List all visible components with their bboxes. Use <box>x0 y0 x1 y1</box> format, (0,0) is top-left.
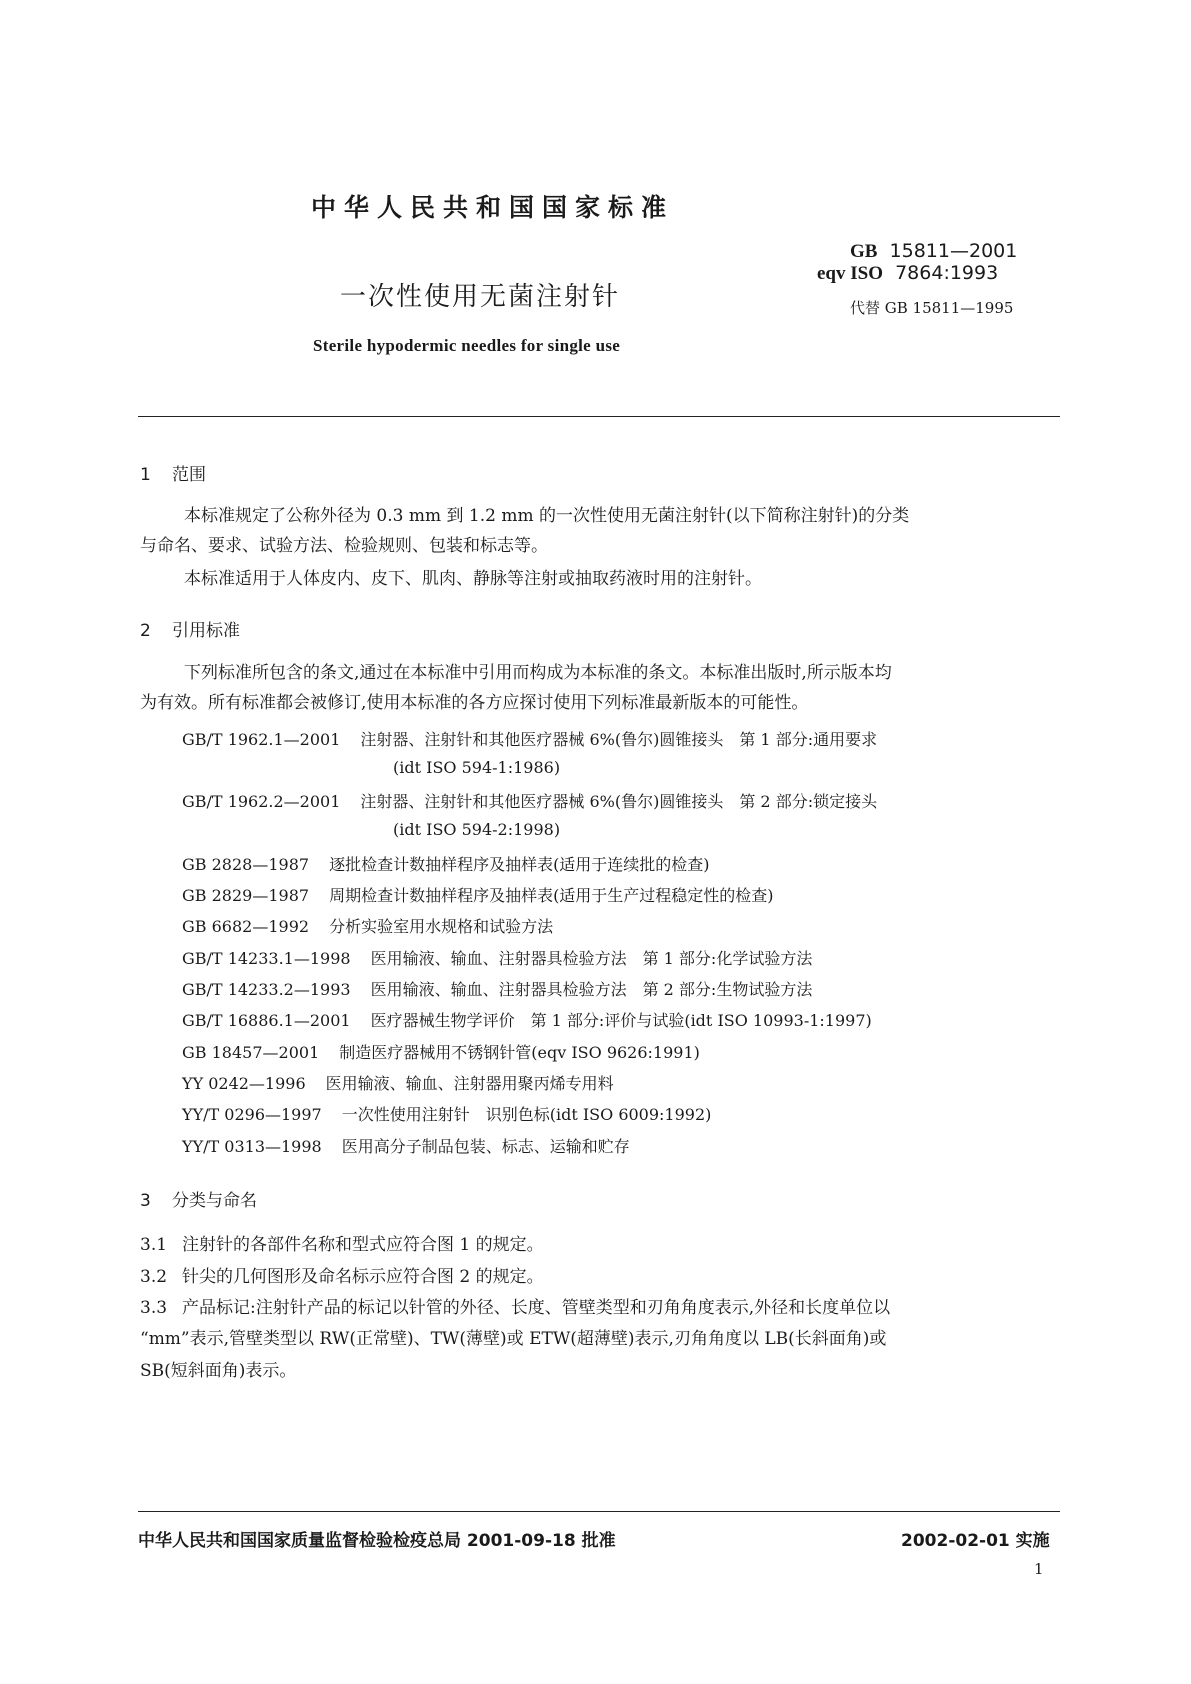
reference-code: GB 18457—2001 <box>182 1043 320 1062</box>
reference-code: GB/T 14233.1—1998 <box>182 949 351 968</box>
reference-item <box>182 1102 711 1125</box>
section-1-para1-line1: 本标准规定了公称外径为 0.3 mm 到 1.2 mm 的一次性使用无菌注射针(以下简称注射针)的分类 <box>184 506 910 526</box>
standard-code-prefix: GB <box>850 241 878 262</box>
section-1-heading <box>140 460 206 485</box>
reference-title: 逐批检查计数抽样程序及抽样表(适用于连续批的检查) <box>329 855 710 874</box>
reference-title: 注射器、注射针和其他医疗器械 6%(鲁尔)圆锥接头 第 2 部分:锁定接头 <box>360 792 878 811</box>
reference-code: GB 2828—1987 <box>182 855 310 874</box>
section-1-paragraph-2 <box>140 564 1062 594</box>
reference-continuation: (idt ISO 594-2:1998) <box>393 820 561 839</box>
clause-text: 注射针的各部件名称和型式应符合图 1 的规定。 <box>182 1235 544 1255</box>
section-3-heading <box>140 1186 257 1211</box>
document-title-cn: 一次性使用无菌注射针 <box>340 282 621 312</box>
clause-text: 针尖的几何图形及命名标示应符合图 2 的规定。 <box>182 1267 544 1287</box>
reference-code: GB 6682—1992 <box>182 917 310 936</box>
section-2-title: 引用标准 <box>172 621 240 641</box>
effective-date: 2002-02-01 实施 <box>901 1531 1050 1551</box>
clause-3-3-line-3: SB(短斜面角)表示。 <box>140 1361 297 1381</box>
reference-code: YY 0242—1996 <box>182 1074 306 1093</box>
section-2-para-line2: 为有效。所有标准都会被修订,使用本标准的各方应探讨使用下列标准最新版本的可能性。 <box>140 693 809 713</box>
equivalent-standard-prefix: eqv ISO <box>817 263 883 284</box>
reference-item <box>182 1040 700 1063</box>
reference-continuation: (idt ISO 594-1:1986) <box>393 758 561 777</box>
reference-title: 制造医疗器械用不锈钢针管(eqv ISO 9626:1991) <box>339 1043 700 1062</box>
section-1-paragraph-1 <box>140 501 1062 561</box>
section-2-paragraph <box>140 658 1062 718</box>
section-1-number: 1 <box>140 465 151 485</box>
reference-title: 注射器、注射针和其他医疗器械 6%(鲁尔)圆锥接头 第 1 部分:通用要求 <box>360 730 878 749</box>
reference-item <box>182 977 812 1000</box>
reference-item <box>182 789 877 812</box>
reference-item <box>182 1008 872 1031</box>
section-2-heading <box>140 616 240 641</box>
reference-item <box>182 852 710 875</box>
reference-code: YY/T 0296—1997 <box>182 1105 322 1124</box>
replaces-standard: 代替 GB 15811—1995 <box>850 299 1014 317</box>
section-3-title: 分类与命名 <box>172 1191 257 1211</box>
equivalent-standard-number: 7864:1993 <box>895 262 999 284</box>
reference-code: GB/T 1962.1—2001 <box>182 730 341 749</box>
reference-item <box>182 914 553 937</box>
reference-code: YY/T 0313—1998 <box>182 1137 322 1156</box>
reference-title: 医疗器械生物学评价 第 1 部分:评价与试验(idt ISO 10993-1:1997) <box>370 1011 872 1030</box>
clause-3-3-line-2: “mm”表示,管壁类型以 RW(正常壁)、TW(薄壁)或 ETW(超薄壁)表示,刃角角度以 LB(长斜面角)或 <box>140 1329 887 1349</box>
reference-item <box>182 727 877 750</box>
reference-item <box>182 1134 630 1157</box>
section-1-title: 范围 <box>172 465 206 485</box>
reference-item <box>182 946 812 969</box>
standard-code <box>850 240 1017 263</box>
national-standard-label: 中华人民共和国国家标准 <box>311 193 675 222</box>
page-number: 1 <box>1034 1560 1044 1578</box>
section-3-number: 3 <box>140 1191 151 1211</box>
clause-3-3 <box>140 1293 890 1318</box>
reference-item <box>182 1071 614 1094</box>
section-2-number: 2 <box>140 621 151 641</box>
clause-3-1 <box>140 1230 544 1255</box>
reference-title: 医用输液、输血、注射器用聚丙烯专用料 <box>325 1074 614 1093</box>
reference-code: GB/T 16886.1—2001 <box>182 1011 351 1030</box>
header-divider <box>138 416 1060 417</box>
standard-code-number: 15811—2001 <box>889 240 1018 262</box>
clause-number: 3.3 <box>140 1298 168 1318</box>
clause-text: 产品标记:注射针产品的标记以针管的外径、长度、管壁类型和刃角角度表示,外径和长度单位以 <box>182 1298 891 1318</box>
reference-title: 医用输液、输血、注射器具检验方法 第 2 部分:生物试验方法 <box>370 980 813 999</box>
reference-item <box>182 883 774 906</box>
reference-code: GB/T 1962.2—2001 <box>182 792 341 811</box>
reference-title: 医用高分子制品包装、标志、运输和贮存 <box>341 1137 630 1156</box>
approval-statement: 中华人民共和国国家质量监督检验检疫总局 2001-09-18 批准 <box>138 1531 616 1551</box>
equivalent-standard <box>817 262 998 285</box>
section-1-para2-line: 本标准适用于人体皮内、皮下、肌肉、静脉等注射或抽取药液时用的注射针。 <box>184 569 762 589</box>
reference-title: 周期检查计数抽样程序及抽样表(适用于生产过程稳定性的检查) <box>329 886 774 905</box>
section-2-para-line1: 下列标准所包含的条文,通过在本标准中引用而构成为本标准的条文。本标准出版时,所示版本均 <box>184 663 892 683</box>
clause-3-2 <box>140 1262 544 1287</box>
clause-number: 3.2 <box>140 1267 168 1287</box>
section-1-para1-line2: 与命名、要求、试验方法、检验规则、包装和标志等。 <box>140 536 548 556</box>
reference-title: 医用输液、输血、注射器具检验方法 第 1 部分:化学试验方法 <box>370 949 813 968</box>
footer-divider <box>138 1511 1060 1512</box>
document-title-en: Sterile hypodermic needles for single use <box>313 336 621 355</box>
reference-title: 一次性使用注射针 识别色标(idt ISO 6009:1992) <box>341 1105 712 1124</box>
reference-code: GB/T 14233.2—1993 <box>182 980 351 999</box>
reference-code: GB 2829—1987 <box>182 886 310 905</box>
clause-number: 3.1 <box>140 1235 168 1255</box>
reference-title: 分析实验室用水规格和试验方法 <box>329 917 554 936</box>
